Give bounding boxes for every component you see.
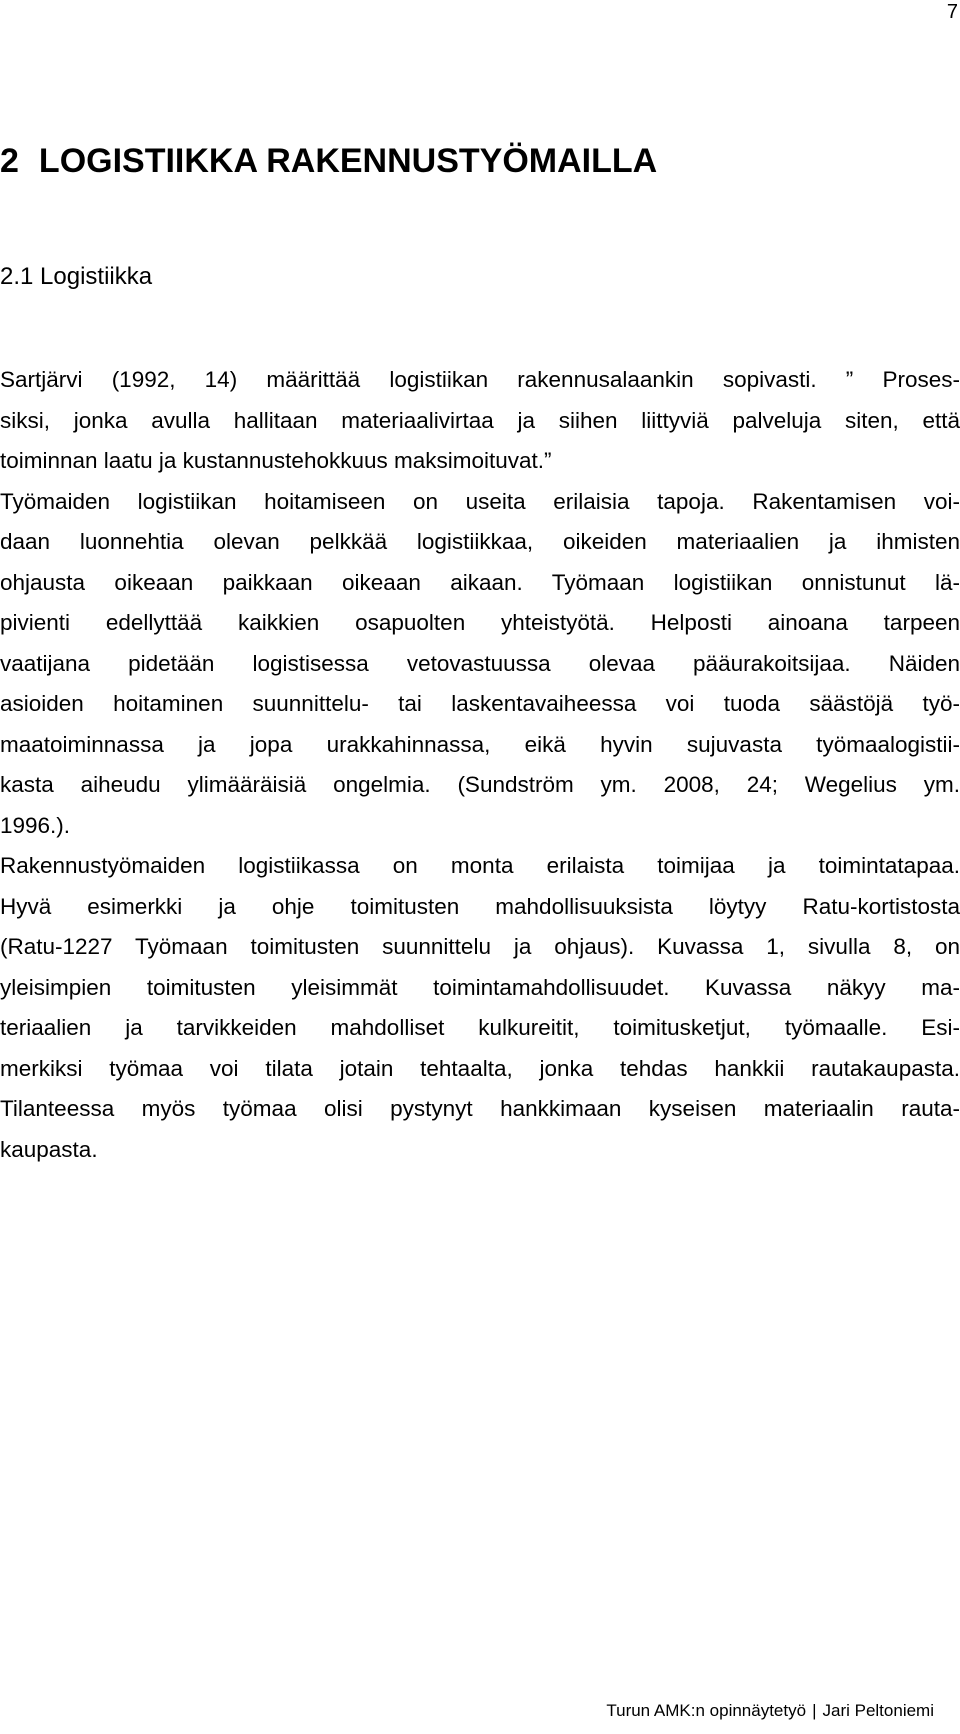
footer — [606, 1700, 934, 1722]
text-line: daan luonnehtia olevan pelkkää logistiikkaa, oikeiden materiaalien ja ihmisten — [0, 529, 960, 554]
text-line: kasta aiheudu ylimääräisiä ongelmia. (Sundström ym. 2008, 24; Wegelius ym. — [0, 772, 960, 797]
chapter-title: LOGISTIIKKA RAKENNUSTYÖMAILLA — [38, 142, 658, 180]
text-line: teriaalien ja tarvikkeiden mahdolliset kulkureitit, toimitusketjut, työmaalle. Esi- — [0, 1015, 960, 1040]
footer-author: Jari Peltoniemi — [822, 1701, 934, 1720]
text-line: pivienti edellyttää kaikkien osapuolten yhteistyötä. Helposti ainoana tarpeen — [0, 610, 960, 635]
section-heading: 2.1 Logistiikka — [0, 263, 153, 290]
text-line: toiminnan laatu ja kustannustehokkuus maksimoituvat.” — [0, 448, 552, 473]
text-line: Työmaiden logistiikan hoitamiseen on useita erilaisia tapoja. Rakentamisen voi- — [0, 488, 960, 514]
text-line: Tilanteessa myös työmaa olisi pystynyt hankkimaan kyseisen materiaalin rauta- — [0, 1096, 960, 1121]
body-text — [0, 360, 960, 1170]
text-line: (Ratu-1227 Työmaan toimitusten suunnittelu ja ohjaus). Kuvassa 1, sivulla 8, on — [0, 934, 960, 959]
text-line: kaupasta. — [0, 1136, 98, 1162]
text-line: Hyvä esimerkki ja ohje toimitusten mahdollisuuksista löytyy Ratu-kortistosta — [0, 893, 960, 919]
text-line: yleisimpien toimitusten yleisimmät toimintamahdollisuudet. Kuvassa näkyy ma- — [0, 974, 960, 1000]
text-line: vaatijana pidetään logistisessa vetovastuussa olevaa pääurakoitsijaa. Näiden — [0, 650, 960, 676]
text-line: siksi, jonka avulla hallitaan materiaalivirtaa ja siihen liittyviä palveluja siten, että — [0, 407, 960, 433]
footer-separator: | — [812, 1701, 817, 1720]
text-line: asioiden hoitaminen suunnittelu- tai laskentavaiheessa voi tuoda säästöjä työ- — [0, 691, 960, 716]
text-line: ohjausta oikeaan paikkaan oikeaan aikaan. Työmaan logistiikan onnistunut lä- — [0, 569, 960, 595]
chapter-heading — [0, 140, 657, 182]
footer-thesis-label: Turun AMK:n opinnäytetyö — [606, 1701, 807, 1720]
page-number: 7 — [946, 1, 958, 23]
text-line: maatoiminnassa ja jopa urakkahinnassa, eikä hyvin sujuvasta työmaalogistii- — [0, 731, 960, 757]
text-line: Rakennustyömaiden logistiikassa on monta erilaista toimijaa ja toimintatapaa. — [0, 853, 960, 878]
text-line: Sartjärvi (1992, 14) määrittää logistiikan rakennusalaankin sopivasti. ” Proses- — [0, 367, 960, 392]
text-line: 1996.). — [0, 812, 71, 838]
text-line: merkiksi työmaa voi tilata jotain tehtaalta, jonka tehdas hankkii rautakaupasta. — [0, 1055, 960, 1081]
chapter-number: 2 — [0, 142, 19, 180]
